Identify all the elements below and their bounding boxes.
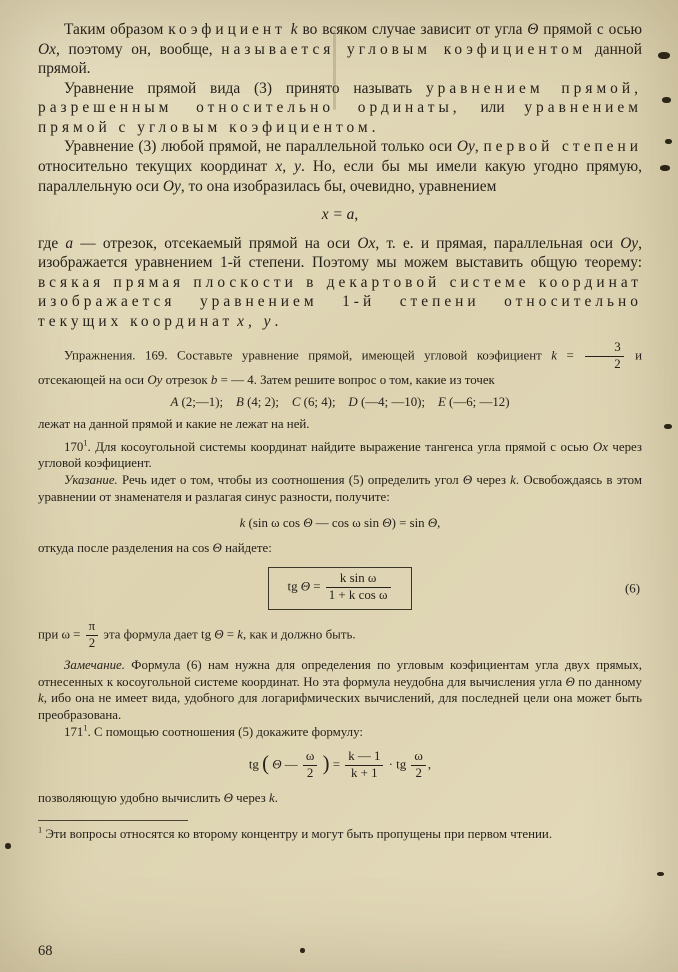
scan-artifact <box>664 424 672 429</box>
paragraph-slope-coefficient: Таким образом коэфициент k во всяком случае зависит от угла Θ прямой с осью Ox, поэтому он, вообще, называется угловым коэфициентом данной прямой. <box>38 21 642 78</box>
exercise-171: $171^1$. С помощью соотношения (5) докажите формулу: <box>64 723 363 740</box>
points-list: A (2;—1); B (4; 2); C (6; 4); D (—4; —10); E (—6; —12) <box>170 395 510 410</box>
formula-6-row <box>38 567 642 610</box>
scan-artifact <box>5 843 11 849</box>
scan-artifact <box>660 165 670 171</box>
formula-x-equals-a: x = a, <box>321 206 359 224</box>
fraction: $\frac{\text{k sin ω}}{\text{1 + k cos ω}}$ <box>326 572 391 603</box>
paragraph-theorem: где a — отрезок, отсекаемый прямой на оси Ox, т. е. и прямая, параллельная оси Oy, изображается уравнением 1-й степени. Поэтому мы можем выставить общую теорему: всякая прямая плоскости в декартовой системе координат изображается уравнением 1-й степени относительно текущих координат x, y. <box>38 234 642 330</box>
remark-paragraph: Замечание. Формула (6) нам нужна для определения по угловым коэфициентам угла двух прямых, отнесенных к косоугольной системе координат. Но эта формула неудобна для вычисления угла Θ по данному k, ибо она не имеет вида, удобного для логарифмических вычислений, для последней цели она может быть преобразована. <box>38 657 643 723</box>
fraction: $\frac{\omega}{2}$ <box>411 750 426 781</box>
fraction: $\frac{3}{2}$ <box>585 341 623 372</box>
fraction: $\frac{k — 1}{k + 1}$ <box>345 750 383 781</box>
footnote-rule <box>38 820 188 821</box>
page-number: 68 <box>38 943 53 959</box>
scan-artifact <box>662 97 671 103</box>
exercise-169-continuation: лежат на данной прямой и какие не лежат на ней. <box>38 416 310 431</box>
fraction: $\frac{\omega}{2}$ <box>303 750 318 781</box>
closing-line: позволяющую удобно вычислить Θ через k. <box>38 790 278 805</box>
formula-171: tg ( Θ — $\frac{\omega}{2}$ ) = $\frac{k — 1}{k + 1}$ · tg $\frac{\omega}{2}$ , <box>248 748 432 780</box>
scan-artifact <box>300 948 305 953</box>
boxed-formula-6: tg Θ = $\frac{\text{k sin ω}}{\text{1 + k cos ω}}$ <box>268 567 411 610</box>
equation-number-6: (6) <box>624 581 640 596</box>
scan-crease <box>333 30 336 110</box>
scan-artifact <box>658 52 670 59</box>
formula-sine-expansion: k (sin ω cos Θ — cos ω sin Θ) = sin Θ, <box>239 515 441 530</box>
fraction: $\frac{\pi}{2}$ <box>86 620 99 651</box>
footnote: $^1$ Эти вопросы относятся ко второму концентру и могут быть пропущены при первом чтении. <box>38 826 553 842</box>
scan-artifact <box>665 139 672 144</box>
hint-continuation: откуда после разделения на cos Θ найдете: <box>38 541 272 556</box>
hint-paragraph: Указание. Речь идет о том, чтобы из соотношения (5) определить угол Θ через k. Освобождаясь в этом уравнении от знаменателя и разлагая синус разности, получите: <box>38 473 642 504</box>
pi-over-two-note: при ω = $\frac{\pi}{2}$ эта формула дает tg Θ = k, как и должно быть. <box>38 619 356 651</box>
exercise-169: Упражнения. 169. Составьте уравнение прямой, имеющей угловой коэфициент k = $\frac{3}{2}$ и отсекающей на оси Oy отрезок b = — 4. Затем решите вопрос о том, какие из точек <box>38 340 642 388</box>
paragraph-equation-naming: Уравнение прямой вида (3) принято называть уравнением прямой, разрешенным относительно ординаты, или уравнением прямой с угловым коэфициентом. <box>38 79 642 136</box>
exercise-170: $170^1$. Для косоугольной системы координат найдите выражение тангенса угла прямой с осью Ox через угловой коэфициент. <box>38 438 643 471</box>
paragraph-parallel-line: Уравнение (3) любой прямой, не параллельной только оси Oy, первой степени относительно текущих координат x, y. Но, если бы мы имели какую угодно прямую, параллельную оси Oy, то она изобразилась бы, очевидно, уравнением <box>38 138 643 195</box>
scan-artifact <box>657 872 664 876</box>
